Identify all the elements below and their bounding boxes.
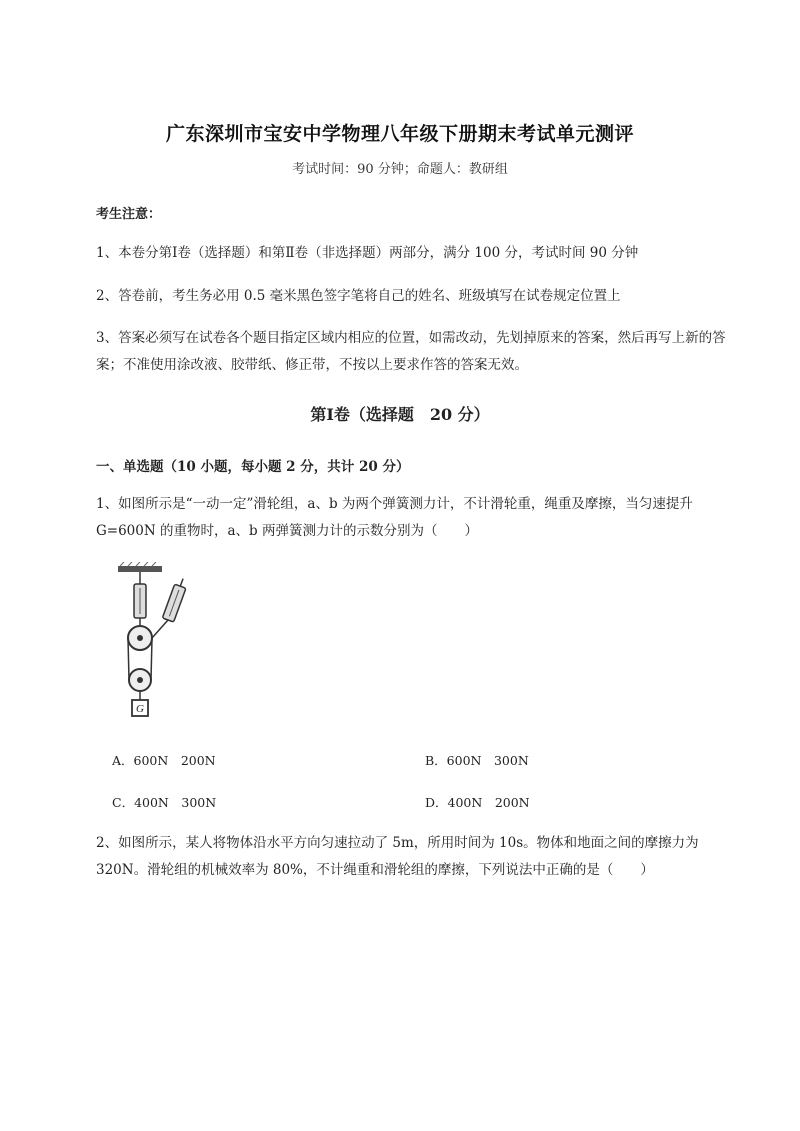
section-title: 第Ⅰ卷（选择题 20 分）	[310, 405, 490, 424]
weight-label: G	[136, 703, 144, 715]
option-d[interactable]: D．400N 200N	[425, 795, 530, 810]
option-b[interactable]: B．600N 300N	[425, 753, 529, 768]
notice-item-1: 1、本卷分第Ⅰ卷（选择题）和第Ⅱ卷（非选择题）两部分，满分 100 分，考试时间 90 分钟	[96, 245, 639, 261]
question-1-text: 1、如图所示是“一动一定”滑轮组，a、b 为两个弹簧测力计，不计滑轮重，绳重及摩擦，当匀速提升 G=600N 的重物时，a、b 两弹簧测力计的示数分别为（ ）	[96, 496, 693, 539]
exam-title: 广东深圳市宝安中学物理八年级下册期末考试单元测评	[165, 123, 634, 145]
option-a[interactable]: A．600N 200N	[112, 753, 216, 768]
exam-subtitle: 考试时间：90 分钟；命题人：教研组	[292, 162, 508, 177]
part-heading: 一、单选题（10 小题，每小题 2 分，共计 20 分）	[96, 459, 410, 475]
notice-item-3: 3、答案必须写在试卷各个题目指定区域内相应的位置，如需改动，先划掉原来的答案，然后再写上新的答案；不准使用涂改液、胶带纸、修正带，不按以上要求作答的答案无效。	[96, 330, 726, 373]
notice-heading: 考生注意：	[96, 207, 162, 222]
pulley-diagram	[112, 562, 198, 722]
option-c[interactable]: C．400N 300N	[112, 795, 217, 810]
notice-item-2: 2、答卷前，考生务必用 0.5 毫米黑色签字笔将自己的姓名、班级填写在试卷规定位置上	[96, 288, 621, 304]
question-2-text: 2、如图所示，某人将物体沿水平方向匀速拉动了 5m，所用时间为 10s。物体和地面之间的摩擦力为 320N。滑轮组的机械效率为 80%，不计绳重和滑轮组的摩擦，下列说法中正确的是（ ）	[96, 835, 699, 878]
